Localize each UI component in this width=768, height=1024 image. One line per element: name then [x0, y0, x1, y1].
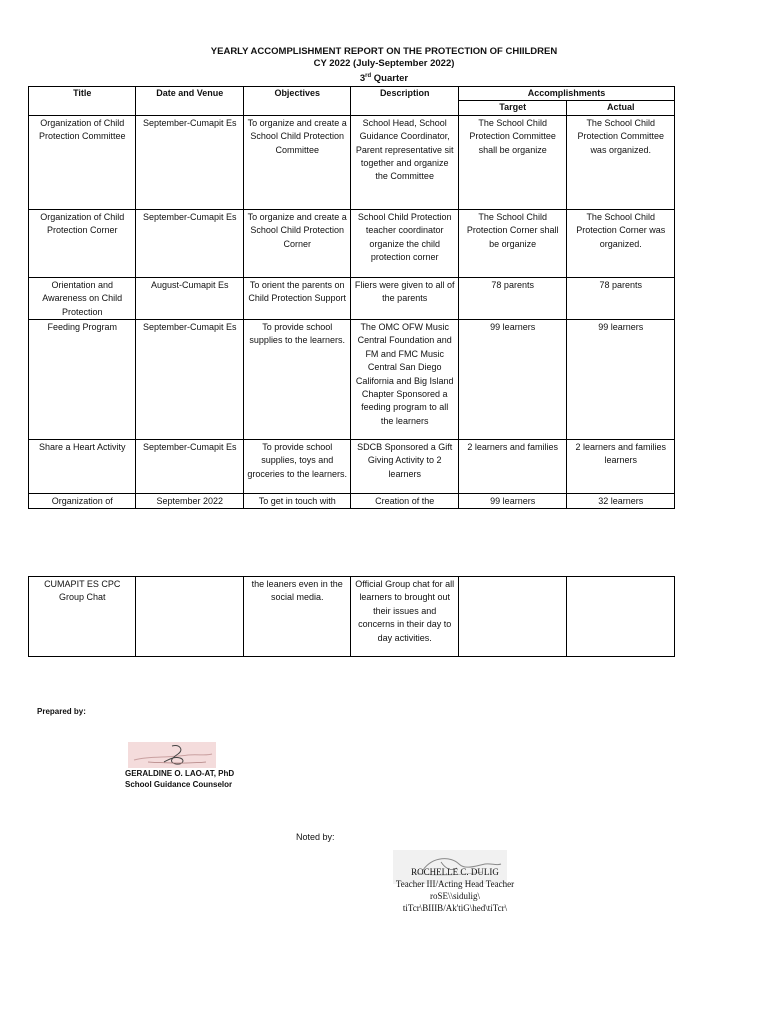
report-quarter [0, 70, 768, 85]
header-title: Title [29, 87, 136, 116]
cell-title: Organization of Child Protection Committee [29, 115, 136, 209]
cell-actual: 2 learners and families learners [567, 440, 675, 494]
cell-objectives: To orient the parents on Child Protection Support [243, 277, 350, 319]
cell-description: Official Group chat for all learners to brought out their issues and concerns in their day to day activities. [351, 577, 458, 657]
cell-actual: The School Child Protection Committee was organized. [567, 115, 675, 209]
cell-description: Fliers were given to all of the parents [351, 277, 458, 319]
cell-description: SDCB Sponsored a Gift Giving Activity to 2 learners [351, 440, 458, 494]
cell-title: CUMAPIT ES CPC Group Chat [29, 577, 136, 657]
cell-title: Organization of Child Protection Corner [29, 209, 136, 277]
noter-name: ROCHELLE C. DULIG [411, 867, 499, 877]
preparer-name: GERALDINE O. LAO-AT, PhD [125, 769, 235, 778]
cell-date: September 2022 [136, 494, 243, 509]
table-row [29, 320, 675, 440]
preparer-block [125, 768, 234, 790]
accomplishment-table [28, 86, 675, 509]
cell-title: Organization of [29, 494, 136, 509]
cell-date: August-Cumapit Es [136, 277, 243, 319]
cell-objectives: the leaners even in the social media. [243, 577, 350, 657]
table-row [29, 440, 675, 494]
report-header [0, 46, 768, 85]
cell-target [458, 577, 567, 657]
cell-target: The School Child Protection Committee shall be organize [458, 115, 567, 209]
cell-title: Feeding Program [29, 320, 136, 440]
table-row [29, 277, 675, 319]
cell-objectives: To organize and create a School Child Protection Corner [243, 209, 350, 277]
table-row [29, 577, 675, 657]
table-row [29, 209, 675, 277]
cell-date [136, 577, 243, 657]
cell-actual: 99 learners [567, 320, 675, 440]
cell-objectives: To provide school supplies to the learners. [243, 320, 350, 440]
header-objectives: Objectives [243, 87, 350, 116]
cell-date: September-Cumapit Es [136, 209, 243, 277]
prepared-by-label: Prepared by: [37, 707, 86, 716]
header-description: Description [351, 87, 458, 116]
noter-block [340, 866, 570, 914]
quarter-word: Quarter [371, 73, 409, 85]
noter-line-3: roSE\\sidulig\ [429, 891, 480, 901]
cell-target: The School Child Protection Corner shall be organize [458, 209, 567, 277]
header-target: Target [458, 101, 567, 115]
cell-date: September-Cumapit Es [136, 440, 243, 494]
cell-actual: 32 learners [567, 494, 675, 509]
cell-actual: 78 parents [567, 277, 675, 319]
noter-title: Teacher III/Acting Head Teacher [395, 879, 515, 889]
cell-objectives: To get in touch with [243, 494, 350, 509]
signature-scribble-icon [128, 742, 216, 768]
noter-line-4: tiTcr\BIIIB/Ak'tiG\hed\tiTcr\ [402, 903, 508, 913]
table-row [29, 494, 675, 509]
noted-by-label: Noted by: [296, 832, 335, 842]
quarter-suffix: rd [365, 73, 372, 79]
cell-title: Orientation and Awareness on Child Protection [29, 277, 136, 319]
quarter-number: 3 [359, 73, 366, 85]
accomplishment-table-continued [28, 576, 675, 657]
cell-target: 78 parents [458, 277, 567, 319]
cell-description: School Head, School Guidance Coordinator, Parent representative sit together and organize the Committee [351, 115, 458, 209]
report-period: CY 2022 (July-September 2022) [313, 58, 455, 69]
cell-title: Share a Heart Activity [29, 440, 136, 494]
table-row [29, 115, 675, 209]
cell-description: School Child Protection teacher coordinator organize the child protection corner [351, 209, 458, 277]
cell-objectives: To provide school supplies, toys and groceries to the learners. [243, 440, 350, 494]
header-date-venue: Date and Venue [136, 87, 243, 116]
cell-actual: The School Child Protection Corner was organized. [567, 209, 675, 277]
cell-date: September-Cumapit Es [136, 320, 243, 440]
cell-target: 2 learners and families [458, 440, 567, 494]
report-title: YEARLY ACCOMPLISHMENT REPORT ON THE PROTECTION OF CHIILDREN [210, 46, 558, 57]
cell-description: The OMC OFW Music Central Foundation and FM and FMC Music Central San Diego California and Big Island Chapter Sponsored a feeding program to all the learners [351, 320, 458, 440]
cell-target: 99 learners [458, 494, 567, 509]
preparer-signature-image [128, 742, 216, 768]
cell-date: September-Cumapit Es [136, 115, 243, 209]
header-actual: Actual [567, 101, 675, 115]
cell-objectives: To organize and create a School Child Protection Committee [243, 115, 350, 209]
cell-actual [567, 577, 675, 657]
preparer-title: School Guidance Counselor [125, 780, 233, 789]
cell-target: 99 learners [458, 320, 567, 440]
header-accomplishments: Accomplishments [458, 87, 674, 101]
cell-description: Creation of the [351, 494, 458, 509]
